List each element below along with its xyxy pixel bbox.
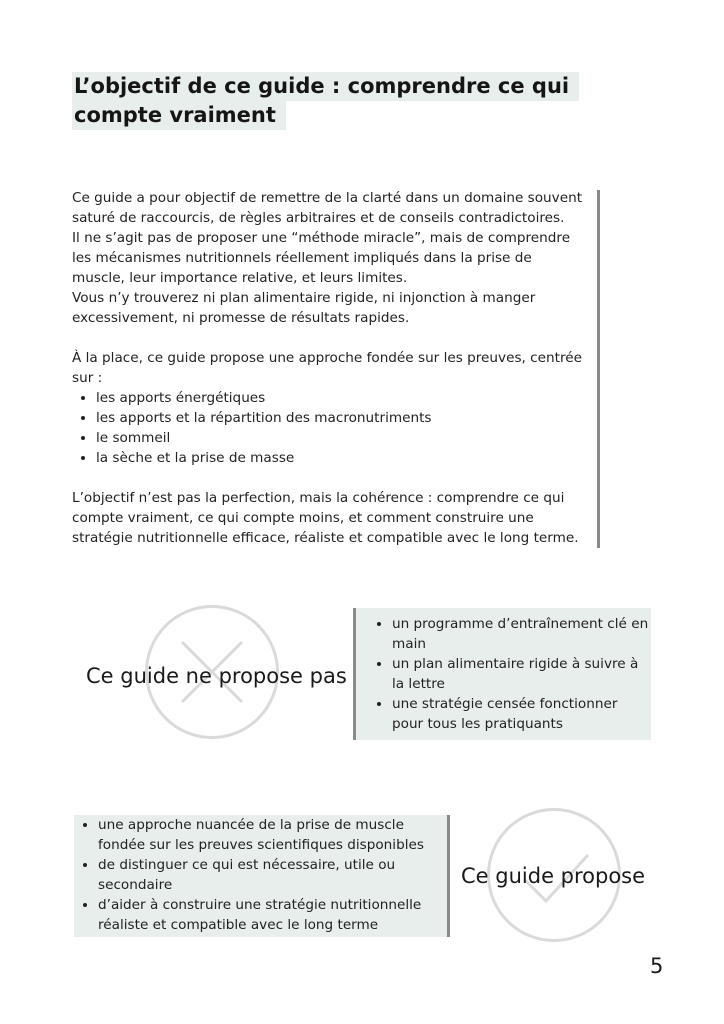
list-item: • les apports énergétiques [96, 388, 590, 408]
list-item: • de distinguer ce qui est nécessaire, utile ou secondaire [98, 855, 447, 895]
list-item: • les apports et la répartition des macronutriments [96, 408, 590, 428]
not-offered-label: Ce guide ne propose pas [86, 664, 347, 688]
offered-label: Ce guide propose [461, 864, 646, 888]
intro-paragraph-3: L’objectif n’est pas la perfection, mais la cohérence : comprendre ce qui compte vraiment, ce qui compte moins, et comment construire une stratégie nutritionnelle efficace, réaliste et compatible avec le long terme. [72, 490, 579, 546]
title-line-1: L’objectif de ce guide : comprendre ce qui [72, 72, 579, 101]
page-title [72, 72, 579, 130]
list-item: • un plan alimentaire rigide à suivre à la lettre [392, 654, 651, 694]
list-item: • le sommeil [96, 428, 590, 448]
intro-paragraph-2: À la place, ce guide propose une approche fondée sur les preuves, centrée sur : [72, 350, 582, 386]
offered-list-box [74, 815, 450, 937]
page-number: 5 [650, 954, 664, 978]
not-offered-list-box [353, 608, 651, 740]
intro-bullet-list [72, 388, 590, 468]
list-item: • un programme d’entraînement clé en main [392, 614, 651, 654]
list-item: • d’aider à construire une stratégie nutritionnelle réaliste et compatible avec le long terme [98, 895, 447, 935]
intro-paragraph-1: Ce guide a pour objectif de remettre de la clarté dans un domaine souvent saturé de raccourcis, de règles arbitraires et de conseils contradictoires. Il ne s’agit pas de proposer une “méthode miracle”, mais de comprendre les mécanismes nutritionnels réellement impliqués dans la prise de muscle, leur importance relative, et leurs limites. Vous n’y trouverez ni plan alimentaire rigide, ni injonction à manger excessivement, ni promesse de résultats rapides. [72, 190, 583, 326]
list-item: • une approche nuancée de la prise de muscle fondée sur les preuves scientifiques disponibles [98, 815, 447, 855]
list-item: • une stratégie censée fonctionner pour tous les pratiquants [392, 694, 651, 734]
title-line-2: compte vraiment [72, 101, 286, 130]
list-item: • la sèche et la prise de masse [96, 448, 590, 468]
intro-side-bar [597, 190, 600, 548]
not-offered-list [356, 614, 651, 734]
intro-text [72, 188, 590, 548]
offered-list [74, 815, 447, 935]
